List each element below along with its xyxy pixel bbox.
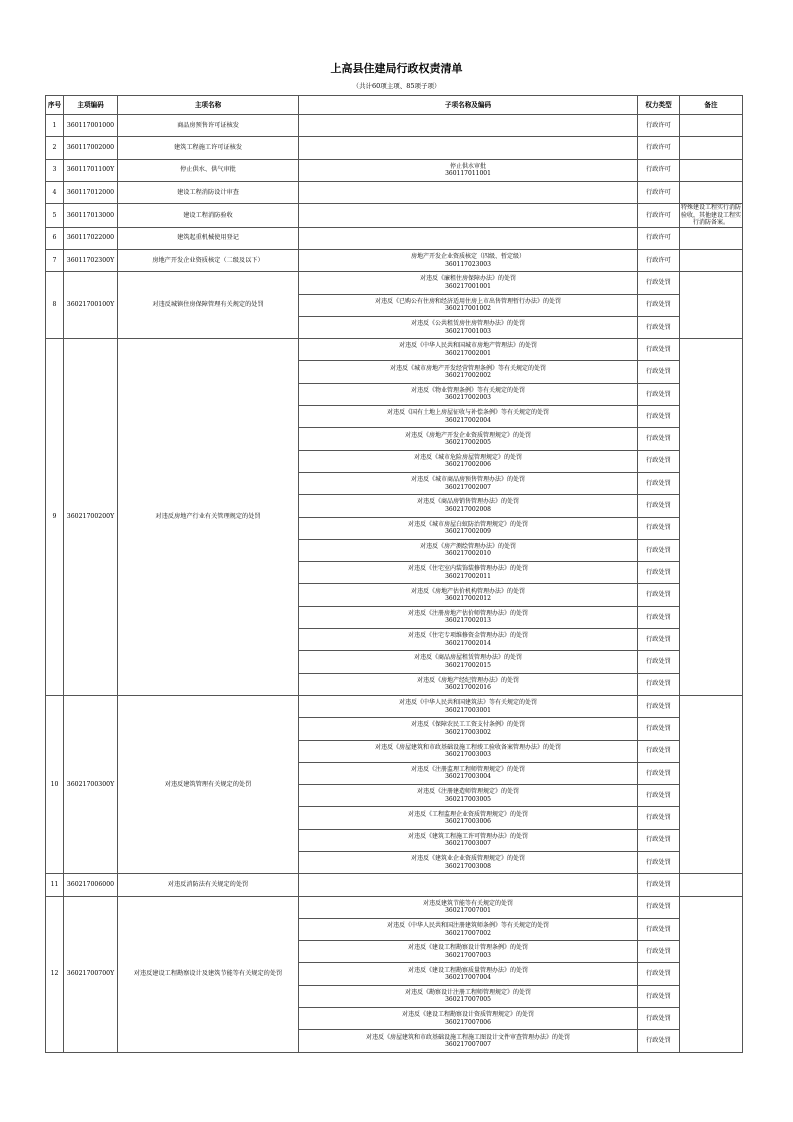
sub-item xyxy=(299,249,638,271)
row-code: 36011701100Y xyxy=(64,159,118,181)
sub-item xyxy=(299,272,638,294)
sub-item xyxy=(299,204,638,228)
sub-item xyxy=(299,383,638,405)
row-index: 5 xyxy=(46,204,64,228)
sub-item-code: 360217003006 xyxy=(445,818,491,826)
sub-item-name: 停止供水审批 xyxy=(449,162,486,170)
sub-item-name: 对违反《建设工程勘察设计管理条例》的处罚 xyxy=(407,944,528,952)
sub-item xyxy=(299,695,638,717)
sub-item xyxy=(299,339,638,361)
sub-item-name: 对违反《房产测绘管理办法》的处罚 xyxy=(419,542,516,550)
sub-item-code: 360217003003 xyxy=(445,751,491,759)
sub-item xyxy=(299,361,638,383)
row-name: 建设工程消防验收 xyxy=(118,204,299,228)
row-name: 对违反城镇住房保障管理有关规定的处罚 xyxy=(118,272,299,339)
sub-item-code: 360117011001 xyxy=(445,170,491,178)
sub-item-name: 对违反《勘察设计注册工程师管理规定》的处罚 xyxy=(404,988,531,996)
sub-item-code: 360217003001 xyxy=(445,706,491,714)
sub-item-name: 对违反《保障农民工工资支付条例》的处罚 xyxy=(410,721,525,729)
sub-item xyxy=(299,428,638,450)
sub-item-code: 360217002014 xyxy=(445,639,491,647)
sub-item-name: 对违反《建筑工程施工许可管理办法》的处罚 xyxy=(407,832,528,840)
power-type: 行政处罚 xyxy=(638,406,680,428)
table-row xyxy=(46,896,743,918)
sub-item-name: 对违反《房地产经纪管理办法》的处罚 xyxy=(416,676,519,684)
row-name: 建设工程消防设计审查 xyxy=(118,181,299,203)
sub-item-name: 对违反《商品房销售管理办法》的处罚 xyxy=(416,498,519,506)
sub-item-code: 360217002002 xyxy=(445,372,491,380)
sub-item-code: 360217002015 xyxy=(445,661,491,669)
sub-item xyxy=(299,896,638,918)
row-code: 360217006000 xyxy=(64,874,118,896)
power-type: 行政处罚 xyxy=(638,852,680,874)
sub-item-code: 360217003004 xyxy=(445,773,491,781)
row-index: 9 xyxy=(46,339,64,696)
power-type: 行政处罚 xyxy=(638,785,680,807)
row-note xyxy=(680,159,743,181)
sub-item-name: 对违反《工程监理企业资质管理规定》的处罚 xyxy=(407,810,528,818)
power-type: 行政处罚 xyxy=(638,472,680,494)
sub-item xyxy=(299,941,638,963)
sub-item-code: 360217002001 xyxy=(445,349,491,357)
sub-item-code: 360217007002 xyxy=(445,929,491,937)
power-type: 行政许可 xyxy=(638,181,680,203)
sub-item xyxy=(299,985,638,1007)
row-name: 对违反建设工程勘察设计及建筑节能等有关规定的处罚 xyxy=(118,896,299,1052)
sub-item-code: 360117023003 xyxy=(445,260,491,268)
sub-item-code: 360217003008 xyxy=(445,862,491,870)
sub-item xyxy=(299,918,638,940)
power-type: 行政许可 xyxy=(638,227,680,249)
page-title: 上高县住建局行政权责清单 xyxy=(330,62,463,75)
sub-item-code: 360217002016 xyxy=(445,684,491,692)
table-row xyxy=(46,159,743,181)
table-row xyxy=(46,181,743,203)
sub-item xyxy=(299,852,638,874)
sub-item-code: 360217007007 xyxy=(445,1041,491,1049)
row-index: 1 xyxy=(46,115,64,137)
row-code: 36021700100Y xyxy=(64,272,118,339)
row-note xyxy=(680,695,743,873)
table-row xyxy=(46,249,743,271)
sub-item xyxy=(299,517,638,539)
sub-item-name: 对违反建筑节能等有关规定的处罚 xyxy=(422,899,513,907)
power-type: 行政处罚 xyxy=(638,829,680,851)
table-row xyxy=(46,272,743,294)
row-index: 10 xyxy=(46,695,64,873)
sub-item-code: 360217007004 xyxy=(445,974,491,982)
power-type: 行政处罚 xyxy=(638,361,680,383)
sub-item-code: 360217002004 xyxy=(445,416,491,424)
sub-item-name: 对违反《注册房地产估价师管理办法》的处罚 xyxy=(407,609,528,617)
sub-item-name: 对违反《房屋建筑和市政基础设施工程竣工验收备案管理办法》的处罚 xyxy=(374,743,561,751)
power-type: 行政处罚 xyxy=(638,316,680,338)
row-code: 36011702300Y xyxy=(64,249,118,271)
sub-item-code: 360217001003 xyxy=(445,327,491,335)
power-type: 行政处罚 xyxy=(638,629,680,651)
row-code: 36021700300Y xyxy=(64,695,118,873)
sub-item-name: 对违反《中华人民共和国注册建筑师条例》等有关规定的处罚 xyxy=(386,922,549,930)
table-header-row xyxy=(46,96,743,115)
row-name: 对违反建筑管理有关规定的处罚 xyxy=(118,695,299,873)
sub-item xyxy=(299,450,638,472)
power-type: 行政处罚 xyxy=(638,428,680,450)
table-row xyxy=(46,339,743,361)
sub-item-name: 对违反《城市房屋白蚁防治管理规定》的处罚 xyxy=(407,520,528,528)
row-note xyxy=(680,874,743,896)
power-type: 行政处罚 xyxy=(638,985,680,1007)
sub-item-code: 360217002008 xyxy=(445,505,491,513)
sub-item-name: 对违反《房屋建筑和市政基础设施工程施工图设计文件审查管理办法》的处罚 xyxy=(365,1033,570,1041)
row-index: 11 xyxy=(46,874,64,896)
row-code: 36021700700Y xyxy=(64,896,118,1052)
power-type: 行政处罚 xyxy=(638,874,680,896)
sub-item-code: 360217003007 xyxy=(445,840,491,848)
row-name: 建筑工程施工许可证核发 xyxy=(118,137,299,159)
row-index: 2 xyxy=(46,137,64,159)
power-type: 行政处罚 xyxy=(638,896,680,918)
sub-item-code: 360217007003 xyxy=(445,951,491,959)
row-code: 360117012000 xyxy=(64,181,118,203)
sub-item-name: 对违反《房地产开发企业资质管理规定》的处罚 xyxy=(404,431,531,439)
sub-item xyxy=(299,584,638,606)
sub-item-name: 对违反《中华人民共和国城市房地产管理法》的处罚 xyxy=(398,342,537,350)
header-code: 主项编码 xyxy=(64,96,118,115)
power-type: 行政处罚 xyxy=(638,941,680,963)
sub-item-code: 360217003002 xyxy=(445,728,491,736)
sub-item xyxy=(299,740,638,762)
sub-item-code: 360217007001 xyxy=(445,907,491,915)
header-name: 主项名称 xyxy=(118,96,299,115)
table-row xyxy=(46,227,743,249)
row-note xyxy=(680,339,743,696)
sub-item-code: 360217001002 xyxy=(445,305,491,313)
sub-item-code: 360217002012 xyxy=(445,595,491,603)
sub-item-name: 房地产开发企业资质核定（四级、暂定级） xyxy=(410,253,525,261)
row-note xyxy=(680,272,743,339)
row-name: 建筑起重机械使用登记 xyxy=(118,227,299,249)
sub-item-code: 360217003005 xyxy=(445,795,491,803)
table-row xyxy=(46,695,743,717)
power-type: 行政处罚 xyxy=(638,718,680,740)
sub-item-code: 360217002010 xyxy=(445,550,491,558)
sub-item xyxy=(299,1008,638,1030)
sub-item xyxy=(299,495,638,517)
row-index: 12 xyxy=(46,896,64,1052)
power-type: 行政处罚 xyxy=(638,695,680,717)
table-row xyxy=(46,115,743,137)
sub-item xyxy=(299,406,638,428)
power-type: 行政处罚 xyxy=(638,606,680,628)
sub-item-name: 对违反《廉租住房保障办法》的处罚 xyxy=(419,275,516,283)
header-note: 备注 xyxy=(680,96,743,115)
row-index: 6 xyxy=(46,227,64,249)
row-code: 360117013000 xyxy=(64,204,118,228)
power-type: 行政处罚 xyxy=(638,740,680,762)
sub-item-name: 对违反《房地产估价机构管理办法》的处罚 xyxy=(410,587,525,595)
sub-item-name: 对违反《已购公有住房和经济适用住房上市出售管理暂行办法》的处罚 xyxy=(374,297,561,305)
sub-item-code: 360217001001 xyxy=(445,282,491,290)
sub-item-name: 对违反《建设工程勘察质量管理办法》的处罚 xyxy=(407,966,528,974)
row-note xyxy=(680,181,743,203)
power-type: 行政许可 xyxy=(638,249,680,271)
sub-item xyxy=(299,762,638,784)
sub-item-name: 对违反《住宅专项维修资金管理办法》的处罚 xyxy=(407,632,528,640)
sub-item xyxy=(299,807,638,829)
row-note xyxy=(680,115,743,137)
power-type: 行政处罚 xyxy=(638,383,680,405)
row-note xyxy=(680,896,743,1052)
sub-item xyxy=(299,181,638,203)
sub-item xyxy=(299,629,638,651)
sub-item xyxy=(299,294,638,316)
sub-item-name: 对违反《物业管理条例》等有关规定的处罚 xyxy=(410,386,525,394)
sub-item xyxy=(299,718,638,740)
sub-item xyxy=(299,115,638,137)
row-note xyxy=(680,249,743,271)
sub-item-name: 对违反《建设工程勘察设计资质管理规定》的处罚 xyxy=(401,1011,534,1019)
sub-item-name: 对违反《建筑业企业资质管理规定》的处罚 xyxy=(410,855,525,863)
row-index: 3 xyxy=(46,159,64,181)
power-type: 行政处罚 xyxy=(638,918,680,940)
row-code: 360117002000 xyxy=(64,137,118,159)
sub-item xyxy=(299,1030,638,1052)
row-index: 7 xyxy=(46,249,64,271)
row-name: 商品房预售许可证核发 xyxy=(118,115,299,137)
sub-item-name: 对违反《城市商品房预售管理办法》的处罚 xyxy=(410,476,525,484)
power-type: 行政处罚 xyxy=(638,651,680,673)
header-type: 权力类型 xyxy=(638,96,680,115)
sub-item-code: 360217007006 xyxy=(445,1018,491,1026)
row-name: 房地产开发企业资质核定（二级及以下） xyxy=(118,249,299,271)
power-type: 行政许可 xyxy=(638,204,680,228)
sub-item-code: 360217002013 xyxy=(445,617,491,625)
sub-item-name: 对违反《注册建造师管理规定》的处罚 xyxy=(416,788,519,796)
sub-item xyxy=(299,963,638,985)
header-sub: 子项名称及编码 xyxy=(299,96,638,115)
sub-item-code: 360217007005 xyxy=(445,996,491,1004)
sub-item xyxy=(299,472,638,494)
power-type: 行政处罚 xyxy=(638,1030,680,1052)
power-type: 行政处罚 xyxy=(638,517,680,539)
row-name: 对违反房地产行业有关管理规定的处罚 xyxy=(118,339,299,696)
power-type: 行政处罚 xyxy=(638,294,680,316)
row-code: 360117022000 xyxy=(64,227,118,249)
row-code: 36021700200Y xyxy=(64,339,118,696)
sub-item xyxy=(299,316,638,338)
power-type: 行政处罚 xyxy=(638,539,680,561)
sub-item-code: 360217002009 xyxy=(445,528,491,536)
power-type: 行政许可 xyxy=(638,159,680,181)
sub-item-name: 对违反《中华人民共和国建筑法》等有关规定的处罚 xyxy=(398,699,537,707)
power-type: 行政处罚 xyxy=(638,450,680,472)
sub-item-name: 对违反《住宅室内装饰装修管理办法》的处罚 xyxy=(407,565,528,573)
sub-item-code: 360217002003 xyxy=(445,394,491,402)
authority-table xyxy=(45,95,743,1053)
sub-item-name: 对违反《城市危险房屋管理规定》的处罚 xyxy=(413,453,522,461)
power-type: 行政处罚 xyxy=(638,673,680,695)
sub-item xyxy=(299,562,638,584)
row-index: 8 xyxy=(46,272,64,339)
row-note: 特殊建设工程实行消防验收，其他建设工程实行消防备案。 xyxy=(681,204,742,227)
sub-item-name: 对违反《国有土地上房屋征收与补偿条例》等有关规定的处罚 xyxy=(386,409,549,417)
power-type: 行政许可 xyxy=(638,137,680,159)
row-note xyxy=(680,137,743,159)
row-name: 停止供水、供气审批 xyxy=(118,159,299,181)
sub-item-name: 对违反《商品房屋租赁管理办法》的处罚 xyxy=(413,654,522,662)
power-type: 行政处罚 xyxy=(638,762,680,784)
sub-item-code: 360217002006 xyxy=(445,461,491,469)
sub-item xyxy=(299,651,638,673)
power-type: 行政处罚 xyxy=(638,584,680,606)
sub-item xyxy=(299,673,638,695)
row-index: 4 xyxy=(46,181,64,203)
sub-item xyxy=(299,785,638,807)
power-type: 行政处罚 xyxy=(638,339,680,361)
power-type: 行政处罚 xyxy=(638,1008,680,1030)
table-body xyxy=(46,115,743,1053)
page-subtitle: （共计60项主项、85项子项） xyxy=(352,82,441,90)
power-type: 行政处罚 xyxy=(638,495,680,517)
sub-item xyxy=(299,137,638,159)
table-row xyxy=(46,137,743,159)
row-code: 360117001000 xyxy=(64,115,118,137)
table-row xyxy=(46,204,743,228)
sub-item xyxy=(299,829,638,851)
sub-item-name: 对违反《公共租赁房住房管理办法》的处罚 xyxy=(410,320,525,328)
row-name: 对违反消防法有关规定的处罚 xyxy=(118,874,299,896)
power-type: 行政处罚 xyxy=(638,272,680,294)
power-type: 行政处罚 xyxy=(638,963,680,985)
sub-item xyxy=(299,606,638,628)
sub-item xyxy=(299,874,638,896)
power-type: 行政许可 xyxy=(638,115,680,137)
sub-item-code: 360217002007 xyxy=(445,483,491,491)
table-row xyxy=(46,874,743,896)
sub-item-name: 对违反《注册监理工程师管理规定》的处罚 xyxy=(410,765,525,773)
sub-item-name: 对违反《城市房地产开发经营管理条例》等有关规定的处罚 xyxy=(389,364,546,372)
sub-item xyxy=(299,159,638,181)
header-index: 序号 xyxy=(46,96,64,115)
sub-item-code: 360217002011 xyxy=(445,572,491,580)
sub-item xyxy=(299,539,638,561)
sub-item-code: 360217002005 xyxy=(445,439,491,446)
power-type: 行政处罚 xyxy=(638,807,680,829)
row-note xyxy=(680,227,743,249)
power-type: 行政处罚 xyxy=(638,562,680,584)
sub-item xyxy=(299,227,638,249)
